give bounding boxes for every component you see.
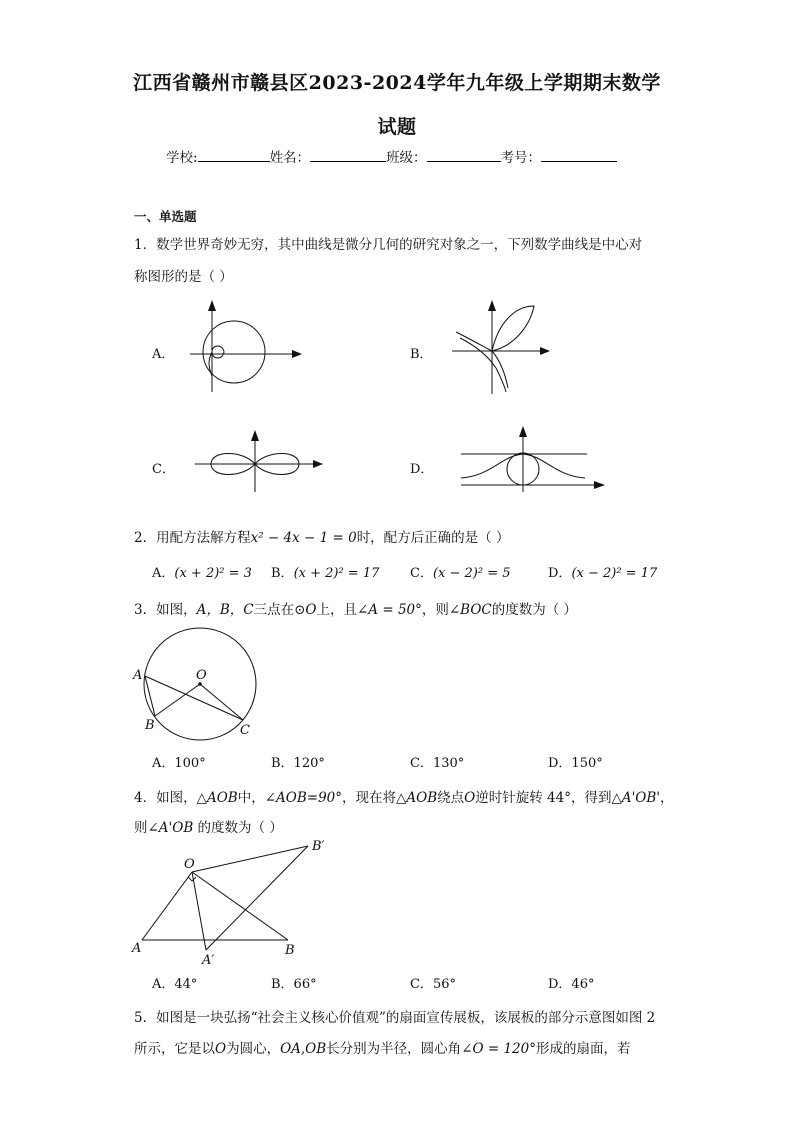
- q4-stem-line1: [134, 786, 674, 806]
- q3-option-c[interactable]: C．130°: [410, 756, 465, 771]
- q1-figure-a: [190, 296, 310, 396]
- q3-circle: ⊙O: [294, 602, 317, 618]
- q2-option-d-expr: (x − 2)² = 17: [571, 566, 658, 581]
- q3-option-b[interactable]: B．120°: [271, 756, 325, 771]
- q5-text-d: 形成的扇面，若: [535, 1041, 631, 1057]
- q4-stem-line2: [134, 816, 283, 836]
- q3-after-circle: 上，且: [316, 602, 357, 618]
- q1-stem-line2: 称图形的是（ ）: [134, 269, 233, 285]
- school-blank[interactable]: [198, 148, 270, 162]
- q3-label-b: B: [145, 718, 155, 733]
- section-heading: 一、单选题: [134, 209, 197, 224]
- q2-option-b[interactable]: [271, 562, 379, 581]
- exam-no-blank[interactable]: [541, 148, 617, 162]
- q3-angle-boc: ∠BOC: [448, 602, 492, 618]
- name-blank[interactable]: [310, 148, 386, 162]
- q1-option-a-label: A．: [152, 347, 175, 362]
- q4-text-f: ，: [660, 790, 674, 806]
- q4-text-a: 4．如图，: [134, 790, 197, 806]
- q3-figure: [128, 624, 268, 740]
- q3-angle-a: ∠A = 50°: [356, 602, 422, 618]
- q3-label-a: A: [133, 668, 143, 683]
- q4-triangle-3: △A'OB': [611, 790, 660, 806]
- q5-text-c: 长分别为半径，圆心角: [326, 1041, 462, 1057]
- q4-label-b-prime: B′: [312, 839, 325, 854]
- page-title-line2: 试题: [377, 116, 417, 138]
- q1-option-c-label: C．: [152, 462, 175, 477]
- q2-option-b-letter: B．: [271, 566, 294, 581]
- q5-angle: ∠O = 120°: [461, 1041, 536, 1057]
- q2-option-b-expr: (x + 2)² = 17: [293, 566, 380, 581]
- class-label: 班级：: [386, 150, 427, 166]
- q4-label-a: A: [132, 941, 142, 956]
- q4-angle: ∠AOB=90°: [264, 790, 343, 806]
- q2-option-d-letter: D．: [548, 566, 572, 581]
- q4-triangle: △AOB: [196, 790, 238, 806]
- q4-option-d[interactable]: D．46°: [548, 977, 595, 992]
- q4-text-d: 绕点: [437, 790, 465, 806]
- q2-option-a[interactable]: [152, 562, 252, 581]
- q2-option-c-expr: (x − 2)² = 5: [432, 566, 511, 581]
- q4-text-h: 的度数为（ ）: [193, 820, 283, 836]
- q3-label-c: C: [240, 723, 250, 738]
- q5-stem-line1: 5．如图是一块弘扬“社会主义核心价值观”的扇面宣传展板，该展板的部分示意图如图 2: [134, 1010, 656, 1026]
- q2-prefix: 2．用配方法解方程: [134, 530, 251, 546]
- q3-label-o: O: [196, 668, 207, 683]
- q4-label-o: O: [184, 857, 195, 872]
- q1-figure-d: [455, 422, 615, 494]
- q4-text-c: ，现在将: [342, 790, 397, 806]
- q2-option-d[interactable]: [548, 562, 657, 581]
- q4-option-c[interactable]: C．56°: [410, 977, 456, 992]
- exam-no-label: 考号：: [500, 150, 542, 166]
- school-label: 学校:: [166, 150, 198, 166]
- name-label: 姓名：: [269, 150, 311, 166]
- q4-label-a-prime: A′: [202, 953, 215, 968]
- q4-option-b[interactable]: B．66°: [271, 977, 317, 992]
- q1-option-b-label: B．: [410, 347, 433, 362]
- q1-stem-line1: 1．数学世界奇妙无穷，其中曲线是微分几何的研究对象之一，下列数学曲线是中心对: [134, 237, 643, 253]
- q2-option-a-expr: (x + 2)² = 3: [174, 566, 252, 581]
- q2-option-c[interactable]: [410, 562, 511, 581]
- q3-middle: 三点在: [253, 602, 295, 618]
- q3-suffix: 的度数为（ ）: [491, 602, 578, 618]
- q3-option-d[interactable]: D．150°: [548, 756, 603, 771]
- q2-stem: [134, 526, 509, 546]
- q1-figure-b: [452, 296, 562, 396]
- class-blank[interactable]: [427, 148, 501, 162]
- q2-option-c-letter: C．: [410, 566, 433, 581]
- q5-radii: OA,OB: [280, 1041, 327, 1057]
- q4-point-o: O: [464, 790, 476, 806]
- q5-stem-line2: [134, 1037, 630, 1057]
- page-title: 江西省赣州市赣县区2023-2024学年九年级上学期期末数学: [133, 72, 661, 94]
- q5-text-b: 为圆心，: [226, 1041, 281, 1057]
- q5-point-o: O: [215, 1041, 227, 1057]
- q3-points: A，B，C: [196, 602, 254, 618]
- q4-angle-2: ∠A'OB: [147, 820, 194, 836]
- info-fields: [166, 146, 617, 166]
- q4-option-a[interactable]: A．44°: [152, 977, 198, 992]
- q4-text-e: 逆时针旋转 44°，得到: [475, 790, 612, 806]
- q1-option-d-label: D．: [410, 462, 434, 477]
- q4-figure: [130, 836, 340, 966]
- q2-option-a-letter: A．: [152, 566, 175, 581]
- q3-option-a[interactable]: A．100°: [152, 756, 206, 771]
- q2-suffix: 时，配方后正确的是（ ）: [356, 530, 510, 546]
- q5-text-a: 所示，它是以: [134, 1041, 215, 1057]
- q3-prefix: 3．如图，: [134, 602, 197, 618]
- q3-stem: [134, 598, 577, 618]
- q3-comma: ，则: [421, 602, 449, 618]
- q4-text-g: 则: [134, 820, 148, 836]
- q4-triangle-2: △AOB: [396, 790, 438, 806]
- q4-text-b: 中，: [237, 790, 265, 806]
- q1-figure-c: [195, 428, 335, 498]
- q4-label-b: B: [285, 943, 295, 958]
- q2-equation: x² − 4x − 1 = 0: [250, 530, 357, 546]
